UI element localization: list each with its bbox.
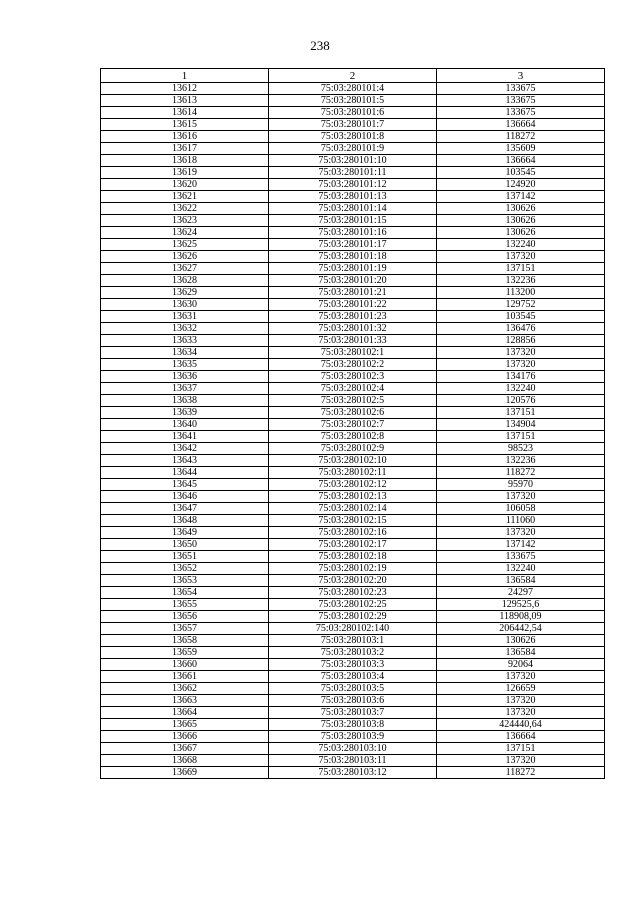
table-row <box>101 551 605 563</box>
table-row <box>101 227 605 239</box>
cadastral-number-cell: 75:03:280102:1 <box>269 347 437 359</box>
cadastral-number-cell: 75:03:280102:13 <box>269 491 437 503</box>
value-cell: 137151 <box>437 743 605 755</box>
value-cell: 137320 <box>437 491 605 503</box>
cadastral-number-cell: 75:03:280102:5 <box>269 395 437 407</box>
cadastral-number-cell: 75:03:280101:20 <box>269 275 437 287</box>
cadastral-number-cell: 75:03:280102:3 <box>269 371 437 383</box>
row-number-cell: 13668 <box>101 755 269 767</box>
table-row <box>101 107 605 119</box>
value-cell: 130626 <box>437 635 605 647</box>
value-cell: 424440,64 <box>437 719 605 731</box>
cadastral-number-cell: 75:03:280101:10 <box>269 155 437 167</box>
cadastral-number-cell: 75:03:280102:18 <box>269 551 437 563</box>
cadastral-number-cell: 75:03:280101:5 <box>269 95 437 107</box>
value-cell: 137142 <box>437 539 605 551</box>
value-cell: 133675 <box>437 83 605 95</box>
table-row <box>101 527 605 539</box>
value-cell: 103545 <box>437 167 605 179</box>
table-row <box>101 335 605 347</box>
table-row <box>101 659 605 671</box>
cadastral-number-cell: 75:03:280102:25 <box>269 599 437 611</box>
cadastral-number-cell: 75:03:280102:140 <box>269 623 437 635</box>
row-number-cell: 13650 <box>101 539 269 551</box>
cadastral-number-cell: 75:03:280102:11 <box>269 467 437 479</box>
cadastral-number-cell: 75:03:280103:5 <box>269 683 437 695</box>
cadastral-number-cell: 75:03:280101:21 <box>269 287 437 299</box>
value-cell: 126659 <box>437 683 605 695</box>
value-cell: 136584 <box>437 575 605 587</box>
value-cell: 136664 <box>437 155 605 167</box>
cadastral-number-cell: 75:03:280102:14 <box>269 503 437 515</box>
value-cell: 130626 <box>437 203 605 215</box>
row-number-cell: 13621 <box>101 191 269 203</box>
cadastral-number-cell: 75:03:280103:1 <box>269 635 437 647</box>
row-number-cell: 13633 <box>101 335 269 347</box>
row-number-cell: 13625 <box>101 239 269 251</box>
table-row <box>101 203 605 215</box>
value-cell: 106058 <box>437 503 605 515</box>
cadastral-number-cell: 75:03:280102:8 <box>269 431 437 443</box>
column-header-2: 2 <box>269 69 437 83</box>
row-number-cell: 13629 <box>101 287 269 299</box>
table-row <box>101 359 605 371</box>
column-header-3: 3 <box>437 69 605 83</box>
row-number-cell: 13620 <box>101 179 269 191</box>
cadastral-number-cell: 75:03:280101:6 <box>269 107 437 119</box>
value-cell: 137151 <box>437 431 605 443</box>
value-cell: 136664 <box>437 119 605 131</box>
value-cell: 137320 <box>437 671 605 683</box>
row-number-cell: 13643 <box>101 455 269 467</box>
row-number-cell: 13634 <box>101 347 269 359</box>
row-number-cell: 13616 <box>101 131 269 143</box>
table-row <box>101 299 605 311</box>
cadastral-number-cell: 75:03:280101:17 <box>269 239 437 251</box>
table-row <box>101 719 605 731</box>
row-number-cell: 13630 <box>101 299 269 311</box>
cadastral-number-cell: 75:03:280103:12 <box>269 767 437 779</box>
value-cell: 129525,6 <box>437 599 605 611</box>
value-cell: 132236 <box>437 455 605 467</box>
value-cell: 130626 <box>437 227 605 239</box>
row-number-cell: 13614 <box>101 107 269 119</box>
column-header-1: 1 <box>101 69 269 83</box>
cadastral-number-cell: 75:03:280101:13 <box>269 191 437 203</box>
value-cell: 137151 <box>437 263 605 275</box>
value-cell: 118908,09 <box>437 611 605 623</box>
row-number-cell: 13648 <box>101 515 269 527</box>
value-cell: 128856 <box>437 335 605 347</box>
table-row <box>101 143 605 155</box>
table-row <box>101 623 605 635</box>
cadastral-number-cell: 75:03:280101:19 <box>269 263 437 275</box>
row-number-cell: 13637 <box>101 383 269 395</box>
cadastral-number-cell: 75:03:280101:16 <box>269 227 437 239</box>
row-number-cell: 13655 <box>101 599 269 611</box>
cadastral-number-cell: 75:03:280101:8 <box>269 131 437 143</box>
value-cell: 133675 <box>437 95 605 107</box>
value-cell: 132240 <box>437 383 605 395</box>
cadastral-number-cell: 75:03:280103:9 <box>269 731 437 743</box>
table-row <box>101 515 605 527</box>
cadastral-number-cell: 75:03:280102:15 <box>269 515 437 527</box>
value-cell: 118272 <box>437 467 605 479</box>
value-cell: 111060 <box>437 515 605 527</box>
value-cell: 129752 <box>437 299 605 311</box>
cadastral-number-cell: 75:03:280102:4 <box>269 383 437 395</box>
cadastral-number-cell: 75:03:280102:6 <box>269 407 437 419</box>
row-number-cell: 13654 <box>101 587 269 599</box>
table-row <box>101 503 605 515</box>
row-number-cell: 13647 <box>101 503 269 515</box>
value-cell: 118272 <box>437 767 605 779</box>
cadastral-number-cell: 75:03:280103:3 <box>269 659 437 671</box>
cadastral-number-cell: 75:03:280102:23 <box>269 587 437 599</box>
row-number-cell: 13613 <box>101 95 269 107</box>
table-row <box>101 635 605 647</box>
value-cell: 137320 <box>437 695 605 707</box>
cadastral-number-cell: 75:03:280103:10 <box>269 743 437 755</box>
value-cell: 137320 <box>437 527 605 539</box>
row-number-cell: 13638 <box>101 395 269 407</box>
row-number-cell: 13632 <box>101 323 269 335</box>
row-number-cell: 13615 <box>101 119 269 131</box>
table-row <box>101 479 605 491</box>
row-number-cell: 13627 <box>101 263 269 275</box>
cadastral-number-cell: 75:03:280101:7 <box>269 119 437 131</box>
row-number-cell: 13649 <box>101 527 269 539</box>
table-row <box>101 443 605 455</box>
row-number-cell: 13661 <box>101 671 269 683</box>
row-number-cell: 13631 <box>101 311 269 323</box>
table-row <box>101 275 605 287</box>
cadastral-number-cell: 75:03:280101:12 <box>269 179 437 191</box>
table-row <box>101 683 605 695</box>
row-number-cell: 13640 <box>101 419 269 431</box>
value-cell: 137142 <box>437 191 605 203</box>
value-cell: 136664 <box>437 731 605 743</box>
table-row <box>101 83 605 95</box>
table-row <box>101 251 605 263</box>
table-row <box>101 767 605 779</box>
cadastral-number-cell: 75:03:280102:20 <box>269 575 437 587</box>
table-body <box>101 83 605 779</box>
table-row <box>101 587 605 599</box>
row-number-cell: 13662 <box>101 683 269 695</box>
table-row <box>101 575 605 587</box>
row-number-cell: 13663 <box>101 695 269 707</box>
page-number: 238 <box>310 38 330 53</box>
value-cell: 137320 <box>437 251 605 263</box>
value-cell: 98523 <box>437 443 605 455</box>
value-cell: 137320 <box>437 755 605 767</box>
cadastral-number-cell: 75:03:280101:15 <box>269 215 437 227</box>
cadastral-number-cell: 75:03:280102:19 <box>269 563 437 575</box>
table-row <box>101 395 605 407</box>
value-cell: 103545 <box>437 311 605 323</box>
cadastral-number-cell: 75:03:280102:10 <box>269 455 437 467</box>
cadastral-number-cell: 75:03:280102:2 <box>269 359 437 371</box>
table-row <box>101 611 605 623</box>
table-row <box>101 563 605 575</box>
table-row <box>101 743 605 755</box>
table-row <box>101 215 605 227</box>
row-number-cell: 13642 <box>101 443 269 455</box>
cadastral-number-cell: 75:03:280101:18 <box>269 251 437 263</box>
value-cell: 133675 <box>437 551 605 563</box>
table-row <box>101 119 605 131</box>
row-number-cell: 13660 <box>101 659 269 671</box>
cadastral-number-cell: 75:03:280101:22 <box>269 299 437 311</box>
cadastral-number-cell: 75:03:280102:7 <box>269 419 437 431</box>
value-cell: 24297 <box>437 587 605 599</box>
cadastral-number-cell: 75:03:280102:9 <box>269 443 437 455</box>
table-row <box>101 131 605 143</box>
value-cell: 132240 <box>437 563 605 575</box>
value-cell: 137151 <box>437 407 605 419</box>
table-row <box>101 155 605 167</box>
cadastral-number-cell: 75:03:280101:9 <box>269 143 437 155</box>
row-number-cell: 13667 <box>101 743 269 755</box>
row-number-cell: 13664 <box>101 707 269 719</box>
table-row <box>101 431 605 443</box>
value-cell: 136584 <box>437 647 605 659</box>
table-row <box>101 671 605 683</box>
data-table <box>100 68 605 779</box>
cadastral-number-cell: 75:03:280103:8 <box>269 719 437 731</box>
cadastral-number-cell: 75:03:280102:17 <box>269 539 437 551</box>
table-row <box>101 419 605 431</box>
cadastral-number-cell: 75:03:280103:2 <box>269 647 437 659</box>
cadastral-number-cell: 75:03:280102:29 <box>269 611 437 623</box>
row-number-cell: 13656 <box>101 611 269 623</box>
value-cell: 136476 <box>437 323 605 335</box>
header-row <box>101 69 605 83</box>
table-row <box>101 191 605 203</box>
value-cell: 113200 <box>437 287 605 299</box>
value-cell: 118272 <box>437 131 605 143</box>
table-row <box>101 323 605 335</box>
table-row <box>101 695 605 707</box>
value-cell: 134176 <box>437 371 605 383</box>
value-cell: 133675 <box>437 107 605 119</box>
row-number-cell: 13652 <box>101 563 269 575</box>
row-number-cell: 13659 <box>101 647 269 659</box>
row-number-cell: 13617 <box>101 143 269 155</box>
cadastral-number-cell: 75:03:280102:16 <box>269 527 437 539</box>
row-number-cell: 13623 <box>101 215 269 227</box>
row-number-cell: 13635 <box>101 359 269 371</box>
cadastral-number-cell: 75:03:280101:4 <box>269 83 437 95</box>
value-cell: 137320 <box>437 347 605 359</box>
row-number-cell: 13612 <box>101 83 269 95</box>
value-cell: 137320 <box>437 707 605 719</box>
row-number-cell: 13622 <box>101 203 269 215</box>
value-cell: 130626 <box>437 215 605 227</box>
value-cell: 95970 <box>437 479 605 491</box>
cadastral-number-cell: 75:03:280103:11 <box>269 755 437 767</box>
table-header <box>101 69 605 83</box>
table-row <box>101 239 605 251</box>
row-number-cell: 13639 <box>101 407 269 419</box>
table-row <box>101 539 605 551</box>
row-number-cell: 13645 <box>101 479 269 491</box>
cadastral-number-cell: 75:03:280103:6 <box>269 695 437 707</box>
table-row <box>101 95 605 107</box>
cadastral-number-cell: 75:03:280101:32 <box>269 323 437 335</box>
value-cell: 124920 <box>437 179 605 191</box>
table-row <box>101 371 605 383</box>
table-row <box>101 347 605 359</box>
row-number-cell: 13665 <box>101 719 269 731</box>
cadastral-number-cell: 75:03:280103:7 <box>269 707 437 719</box>
row-number-cell: 13651 <box>101 551 269 563</box>
row-number-cell: 13628 <box>101 275 269 287</box>
row-number-cell: 13653 <box>101 575 269 587</box>
table-row <box>101 179 605 191</box>
row-number-cell: 13666 <box>101 731 269 743</box>
row-number-cell: 13646 <box>101 491 269 503</box>
cadastral-number-cell: 75:03:280103:4 <box>269 671 437 683</box>
table-row <box>101 755 605 767</box>
cadastral-number-cell: 75:03:280102:12 <box>269 479 437 491</box>
row-number-cell: 13626 <box>101 251 269 263</box>
table-row <box>101 491 605 503</box>
table-row <box>101 311 605 323</box>
value-cell: 206442,54 <box>437 623 605 635</box>
row-number-cell: 13669 <box>101 767 269 779</box>
row-number-cell: 13657 <box>101 623 269 635</box>
table-row <box>101 647 605 659</box>
row-number-cell: 13618 <box>101 155 269 167</box>
table-row <box>101 731 605 743</box>
cadastral-number-cell: 75:03:280101:11 <box>269 167 437 179</box>
value-cell: 132240 <box>437 239 605 251</box>
table-row <box>101 455 605 467</box>
row-number-cell: 13624 <box>101 227 269 239</box>
value-cell: 135609 <box>437 143 605 155</box>
value-cell: 132236 <box>437 275 605 287</box>
table-row <box>101 263 605 275</box>
value-cell: 137320 <box>437 359 605 371</box>
row-number-cell: 13658 <box>101 635 269 647</box>
row-number-cell: 13619 <box>101 167 269 179</box>
table-row <box>101 383 605 395</box>
row-number-cell: 13636 <box>101 371 269 383</box>
table-row <box>101 407 605 419</box>
row-number-cell: 13644 <box>101 467 269 479</box>
table-row <box>101 467 605 479</box>
value-cell: 92064 <box>437 659 605 671</box>
cadastral-number-cell: 75:03:280101:23 <box>269 311 437 323</box>
row-number-cell: 13641 <box>101 431 269 443</box>
cadastral-number-cell: 75:03:280101:14 <box>269 203 437 215</box>
table-row <box>101 287 605 299</box>
table-row <box>101 599 605 611</box>
table-row <box>101 707 605 719</box>
table-row <box>101 167 605 179</box>
cadastral-number-cell: 75:03:280101:33 <box>269 335 437 347</box>
value-cell: 120576 <box>437 395 605 407</box>
value-cell: 134904 <box>437 419 605 431</box>
